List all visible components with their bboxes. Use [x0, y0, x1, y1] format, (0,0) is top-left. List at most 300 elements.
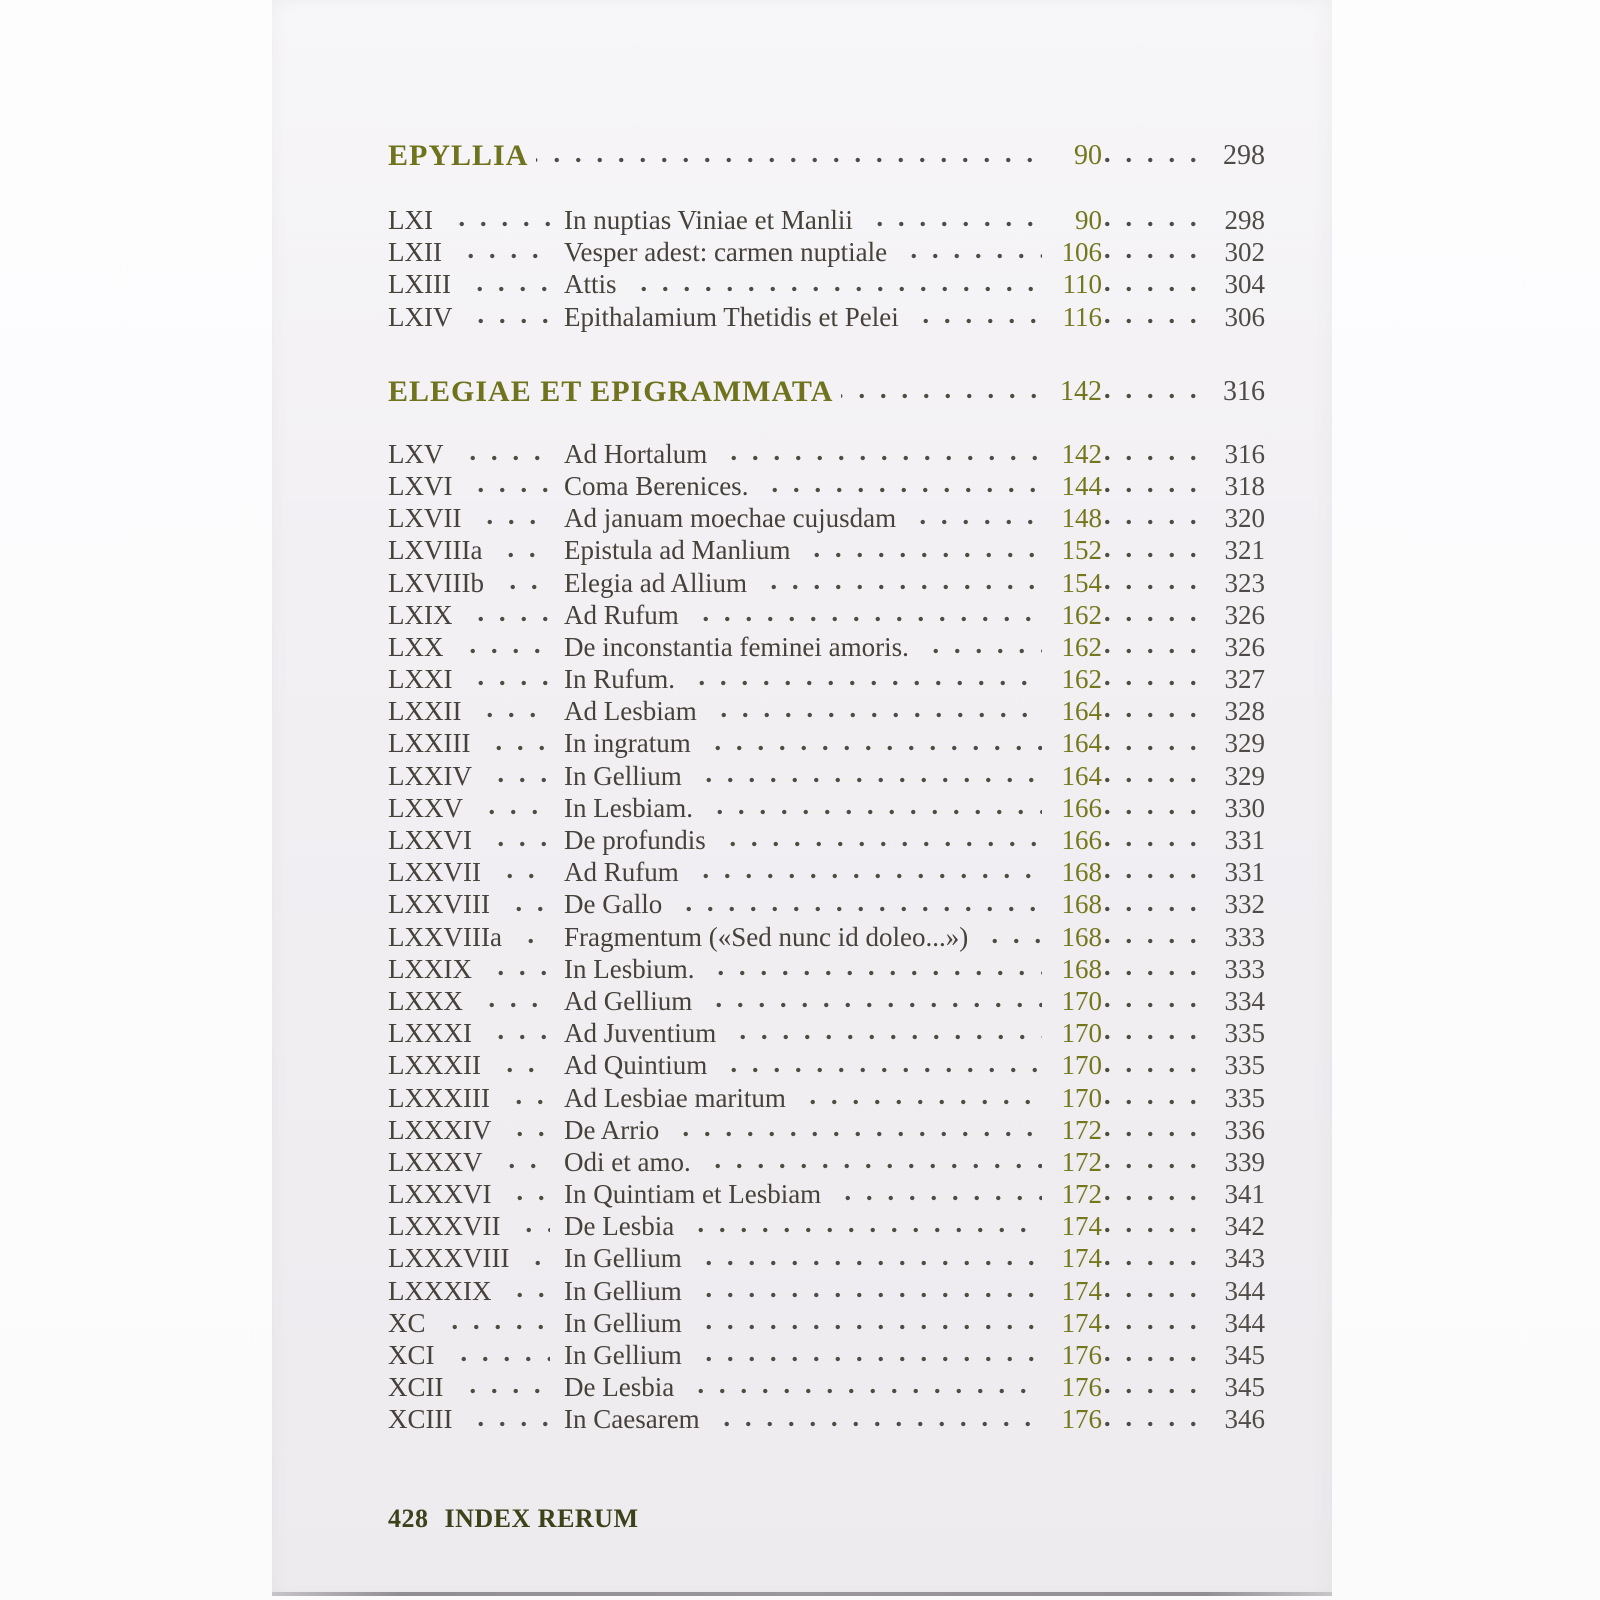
poem-number-cell	[388, 1178, 564, 1210]
dot-leader	[454, 1371, 551, 1403]
dot-leader	[690, 1275, 1042, 1307]
index-page-number: 333	[1224, 953, 1265, 984]
dot-leader	[724, 1017, 1042, 1049]
poem-roman-numeral: LXVIIIa	[388, 535, 483, 566]
poem-title: In Gellium	[564, 760, 682, 791]
poem-title: Ad Rufum	[564, 857, 679, 888]
dot-leader	[1102, 236, 1199, 268]
latin-page-number: 168	[1061, 889, 1102, 920]
dot-leader	[699, 1146, 1042, 1178]
poem-number-cell	[388, 599, 564, 631]
poem-roman-numeral: LXXX	[388, 985, 463, 1016]
dot-leader	[492, 534, 550, 566]
dot-leader	[682, 1371, 1042, 1403]
dot-leader	[462, 1403, 550, 1435]
toc-row	[388, 1371, 1265, 1403]
toc-row	[388, 1082, 1265, 1114]
latin-page-number: 142	[1061, 438, 1102, 469]
poem-title: Ad Lesbiae maritum	[564, 1082, 786, 1113]
dot-leader	[519, 1242, 550, 1274]
poem-number-cell	[388, 1275, 564, 1307]
dot-leader	[452, 236, 550, 268]
index-page-number: 326	[1224, 631, 1265, 662]
toc-row	[388, 236, 1265, 268]
poem-roman-numeral: LXXVIIIa	[388, 921, 502, 952]
poem-number-cell	[388, 856, 564, 888]
dot-leader	[705, 695, 1042, 727]
poem-roman-numeral: LXVI	[388, 470, 453, 501]
poem-roman-numeral: LXXI	[388, 664, 453, 695]
poem-roman-numeral: LXXXV	[388, 1146, 483, 1177]
dot-leader	[1102, 727, 1199, 759]
index-page-number: 331	[1224, 825, 1265, 855]
dot-leader	[670, 888, 1042, 920]
poem-number-cell	[388, 204, 564, 236]
dot-leader	[1102, 631, 1199, 663]
poem-title: In Rufum.	[564, 664, 675, 695]
poem-roman-numeral: LXXXIII	[388, 1082, 490, 1113]
toc-row	[388, 824, 1265, 856]
dot-leader	[1102, 856, 1199, 888]
dot-leader	[625, 268, 1042, 300]
latin-page-number: 170	[1061, 985, 1102, 1016]
dot-leader	[904, 502, 1042, 534]
index-page-number: 329	[1224, 760, 1265, 791]
poem-roman-numeral: LXXVIII	[388, 889, 490, 920]
dot-leader	[1102, 953, 1199, 985]
index-page-number: 344	[1224, 1307, 1265, 1338]
dot-leader	[480, 727, 550, 759]
toc-row	[388, 1114, 1265, 1146]
dot-leader	[454, 631, 551, 663]
dot-leader	[699, 727, 1042, 759]
poem-title: Ad januam moechae cujusdam	[564, 503, 897, 534]
index-page-number: 341	[1224, 1179, 1265, 1210]
poem-title: In Gellium	[564, 1275, 682, 1306]
latin-page-number: 176	[1061, 1340, 1102, 1370]
index-page-number: 323	[1224, 567, 1265, 598]
index-page-number: 333	[1224, 921, 1265, 952]
poem-number-cell	[388, 695, 564, 727]
dot-leader	[1102, 599, 1199, 631]
toc-row	[388, 1242, 1265, 1274]
index-page-number: 345	[1224, 1340, 1265, 1370]
toc-content	[388, 138, 1265, 1436]
toc-row	[388, 985, 1265, 1017]
dot-leader	[683, 663, 1042, 695]
poem-title: Ad Lesbiam	[564, 696, 697, 727]
toc-row	[388, 301, 1265, 333]
index-page-number: 335	[1224, 1050, 1265, 1081]
poem-roman-numeral: LXXXIX	[388, 1275, 492, 1306]
dot-leader	[1102, 760, 1199, 792]
latin-page-number: 176	[1061, 1404, 1102, 1435]
toc-row	[388, 1403, 1265, 1435]
index-page-number: 298	[1223, 140, 1265, 171]
dot-leader	[1102, 792, 1199, 824]
dot-leader	[861, 204, 1042, 236]
poem-title: De inconstantia feminei amoris.	[564, 631, 909, 662]
toc-row	[388, 663, 1265, 695]
dot-leader	[687, 599, 1042, 631]
dot-leader	[756, 470, 1042, 502]
latin-page-number: 176	[1061, 1372, 1102, 1403]
poem-number-cell	[388, 824, 564, 856]
poem-title: In Gellium	[564, 1243, 682, 1274]
dot-leader	[473, 985, 550, 1017]
index-page-number: 316	[1223, 375, 1265, 407]
toc-row	[388, 631, 1265, 663]
dot-leader	[1102, 1017, 1199, 1049]
poem-roman-numeral: LXIX	[388, 599, 453, 630]
dot-leader	[1102, 888, 1199, 920]
dot-leader	[702, 953, 1042, 985]
toc-row	[388, 567, 1265, 599]
dot-leader	[755, 567, 1042, 599]
poem-title: Ad Juventium	[564, 1018, 717, 1049]
poem-number-cell	[388, 631, 564, 663]
toc-row	[388, 1275, 1265, 1307]
dot-leader	[536, 138, 1042, 174]
dot-leader	[690, 1339, 1042, 1371]
poem-roman-numeral: LXXII	[388, 696, 462, 727]
dot-leader	[715, 438, 1042, 470]
toc-row	[388, 204, 1265, 236]
latin-page-number: 144	[1061, 470, 1102, 501]
latin-page-number: 172	[1061, 1146, 1102, 1177]
toc-row	[388, 502, 1265, 534]
footer-page-number: 428	[388, 1504, 429, 1533]
index-page-number: 328	[1224, 696, 1265, 727]
dot-leader	[482, 953, 550, 985]
index-page-number: 332	[1224, 889, 1265, 920]
poem-title: Ad Quintium	[564, 1050, 708, 1081]
poem-title: De Arrio	[564, 1114, 660, 1145]
dot-leader	[1102, 1114, 1199, 1146]
section-heading-row	[388, 138, 1265, 174]
dot-leader	[708, 1403, 1042, 1435]
dot-leader	[512, 921, 550, 953]
dot-leader	[1102, 1339, 1199, 1371]
poem-number-cell	[388, 953, 564, 985]
latin-page-number: 172	[1061, 1114, 1102, 1145]
toc-row	[388, 1049, 1265, 1081]
dot-leader	[976, 921, 1042, 953]
poem-title: Epistula ad Manlium	[564, 535, 791, 566]
poem-roman-numeral: LXXXII	[388, 1050, 481, 1081]
index-page-number: 306	[1224, 301, 1265, 332]
toc-row	[388, 1017, 1265, 1049]
dot-leader	[473, 792, 550, 824]
dot-leader	[1102, 268, 1199, 300]
poem-roman-numeral: LXII	[388, 237, 442, 268]
poem-number-cell	[388, 1339, 564, 1371]
poem-title: Coma Berenices.	[564, 470, 749, 501]
poem-roman-numeral: LXXIII	[388, 728, 471, 759]
poem-title: De Lesbia	[564, 1211, 675, 1242]
index-page-number: 335	[1224, 1018, 1265, 1049]
dot-leader	[1102, 502, 1199, 534]
poem-roman-numeral: LXX	[388, 631, 444, 662]
dot-leader	[1102, 1403, 1199, 1435]
index-page-number: 334	[1224, 985, 1265, 1016]
latin-page-number: 110	[1062, 269, 1102, 300]
index-page-number: 327	[1224, 664, 1265, 695]
dot-leader	[1102, 138, 1199, 174]
dot-leader	[1102, 438, 1199, 470]
poem-title: In Lesbium.	[564, 953, 695, 984]
dot-leader	[443, 204, 550, 236]
latin-page-number: 166	[1061, 792, 1102, 823]
latin-page-number: 148	[1061, 503, 1102, 534]
poem-title: In Lesbiam.	[564, 792, 693, 823]
dot-leader	[461, 268, 550, 300]
latin-page-number: 170	[1061, 1082, 1102, 1113]
poem-roman-numeral: XCIII	[388, 1404, 453, 1435]
poem-roman-numeral: LXXXVI	[388, 1179, 492, 1210]
dot-leader	[700, 985, 1042, 1017]
dot-leader	[471, 695, 550, 727]
dot-leader	[1102, 1371, 1199, 1403]
poem-roman-numeral: LXVIIIb	[388, 567, 484, 598]
index-page-number: 326	[1224, 599, 1265, 630]
poem-number-cell	[388, 921, 564, 953]
index-page-number: 330	[1224, 792, 1265, 823]
index-page-number: 329	[1224, 728, 1265, 759]
dot-leader	[491, 856, 550, 888]
dot-leader	[1102, 1242, 1199, 1274]
poem-roman-numeral: LXXXVII	[388, 1211, 501, 1242]
dot-leader	[510, 1210, 550, 1242]
index-page-number: 342	[1224, 1211, 1265, 1242]
poem-roman-numeral: LXXIX	[388, 953, 472, 984]
dot-leader	[895, 236, 1042, 268]
dot-leader	[690, 760, 1042, 792]
latin-page-number: 174	[1061, 1307, 1102, 1338]
poem-number-cell	[388, 567, 564, 599]
poem-number-cell	[388, 268, 564, 300]
poem-number-cell	[388, 1049, 564, 1081]
index-page-number: 345	[1224, 1372, 1265, 1403]
poem-title: Elegia ad Allium	[564, 567, 747, 598]
poem-roman-numeral: LXXXI	[388, 1018, 472, 1049]
toc-row	[388, 1146, 1265, 1178]
poem-title: Attis	[564, 269, 617, 300]
poem-roman-numeral: LXXXVIII	[388, 1243, 510, 1274]
index-page-number: 321	[1224, 535, 1265, 566]
dot-leader	[493, 1146, 551, 1178]
poem-number-cell	[388, 470, 564, 502]
poem-roman-numeral: LXIV	[388, 301, 453, 332]
poem-roman-numeral: LXV	[388, 438, 444, 469]
dot-leader	[501, 1275, 550, 1307]
dot-leader	[1102, 1275, 1199, 1307]
section-heading: EPYLLIA	[388, 139, 529, 172]
poem-title: Ad Gellium	[564, 985, 693, 1016]
poem-number-cell	[388, 663, 564, 695]
poem-roman-numeral: LXI	[388, 205, 433, 235]
poem-number-cell	[388, 1371, 564, 1403]
dot-leader	[1102, 1146, 1199, 1178]
latin-page-number: 142	[1060, 375, 1102, 407]
poem-title: In Quintiam et Lesbiam	[564, 1179, 822, 1210]
latin-page-number: 90	[1074, 140, 1102, 171]
dot-leader	[1102, 534, 1199, 566]
toc-row	[388, 1339, 1265, 1371]
dot-leader	[1102, 1307, 1199, 1339]
dot-leader	[500, 888, 550, 920]
poem-roman-numeral: LXXIV	[388, 760, 472, 791]
dot-leader	[798, 534, 1042, 566]
dot-leader	[462, 663, 550, 695]
index-page-number: 331	[1224, 857, 1265, 888]
toc-row	[388, 888, 1265, 920]
latin-page-number: 90	[1075, 205, 1102, 235]
poem-title: Ad Rufum	[564, 599, 679, 630]
latin-page-number: 162	[1061, 664, 1102, 695]
latin-page-number: 106	[1061, 237, 1102, 268]
latin-page-number: 174	[1061, 1275, 1102, 1306]
dot-leader	[436, 1307, 550, 1339]
section-heading: ELEGIAE ET EPIGRAMMATA	[388, 374, 834, 408]
poem-title: In Caesarem	[564, 1404, 700, 1435]
dot-leader	[1102, 1049, 1199, 1081]
poem-roman-numeral: LXXVI	[388, 825, 472, 855]
latin-page-number: 152	[1061, 535, 1102, 566]
poem-title: De Gallo	[564, 889, 663, 920]
index-page-number: 320	[1224, 503, 1265, 534]
toc-row	[388, 727, 1265, 759]
poem-title: De profundis	[564, 825, 706, 855]
dot-leader	[445, 1339, 551, 1371]
index-page-number: 335	[1224, 1082, 1265, 1113]
toc-row	[388, 953, 1265, 985]
dot-leader	[482, 824, 550, 856]
latin-page-number: 154	[1061, 567, 1102, 598]
dot-leader	[1102, 470, 1199, 502]
poem-roman-numeral: LXXV	[388, 792, 463, 823]
latin-page-number: 172	[1061, 1179, 1102, 1210]
index-page-number: 316	[1224, 438, 1265, 469]
dot-leader	[690, 1242, 1042, 1274]
dot-leader	[794, 1082, 1042, 1114]
poem-roman-numeral: LXVII	[388, 503, 462, 534]
poem-number-cell	[388, 502, 564, 534]
dot-leader	[471, 502, 550, 534]
poem-number-cell	[388, 301, 564, 333]
index-page-number: 346	[1224, 1404, 1265, 1435]
toc-row	[388, 921, 1265, 953]
toc-row	[388, 695, 1265, 727]
latin-page-number: 168	[1061, 921, 1102, 952]
toc-row	[388, 760, 1265, 792]
dot-leader	[501, 1178, 550, 1210]
toc-row	[388, 1178, 1265, 1210]
dot-leader	[1102, 301, 1199, 333]
latin-page-number: 174	[1061, 1243, 1102, 1274]
poem-title: Odi et amo.	[564, 1146, 691, 1177]
poem-roman-numeral: XCII	[388, 1372, 444, 1403]
dot-leader	[1102, 1082, 1199, 1114]
index-page-number: 344	[1224, 1275, 1265, 1306]
latin-page-number: 164	[1061, 760, 1102, 791]
index-page-number: 318	[1224, 470, 1265, 501]
poem-number-cell	[388, 534, 564, 566]
latin-page-number: 174	[1061, 1211, 1102, 1242]
dot-leader	[841, 374, 1042, 410]
poem-title: Epithalamium Thetidis et Pelei	[564, 301, 899, 332]
dot-leader	[491, 1049, 550, 1081]
index-page-number: 304	[1224, 269, 1265, 300]
dot-leader	[500, 1082, 550, 1114]
toc-row	[388, 599, 1265, 631]
index-page-number: 302	[1224, 237, 1265, 268]
dot-leader	[1102, 1178, 1199, 1210]
dot-leader	[682, 1210, 1042, 1242]
poem-number-cell	[388, 727, 564, 759]
index-page-number: 298	[1224, 205, 1265, 235]
section-heading-row	[388, 374, 1265, 410]
dot-leader	[1102, 824, 1199, 856]
latin-page-number: 168	[1061, 857, 1102, 888]
poem-title: In ingratum	[564, 728, 691, 759]
poem-number-cell	[388, 985, 564, 1017]
dot-leader	[1102, 921, 1199, 953]
latin-page-number: 162	[1061, 599, 1102, 630]
latin-page-number: 170	[1061, 1018, 1102, 1049]
poem-roman-numeral: XCI	[388, 1340, 435, 1370]
poem-number-cell	[388, 888, 564, 920]
poem-roman-numeral: XC	[388, 1307, 426, 1338]
poem-number-cell	[388, 760, 564, 792]
dot-leader	[482, 760, 550, 792]
dot-leader	[1102, 663, 1199, 695]
toc-row	[388, 1210, 1265, 1242]
poem-roman-numeral: LXXXIV	[388, 1114, 492, 1145]
poem-number-cell	[388, 792, 564, 824]
dot-leader	[690, 1307, 1042, 1339]
latin-page-number: 164	[1061, 696, 1102, 727]
toc-row	[388, 1307, 1265, 1339]
poem-roman-numeral: LXIII	[388, 269, 451, 300]
footer-label: INDEX RERUM	[444, 1504, 639, 1533]
poem-title: In nuptias Viniae et Manlii	[564, 205, 853, 235]
poem-number-cell	[388, 1146, 564, 1178]
dot-leader	[462, 470, 550, 502]
dot-leader	[1102, 985, 1199, 1017]
latin-page-number: 168	[1061, 953, 1102, 984]
latin-page-number: 164	[1061, 728, 1102, 759]
poem-number-cell	[388, 1307, 564, 1339]
toc-row	[388, 792, 1265, 824]
toc-row	[388, 438, 1265, 470]
index-page-number: 343	[1224, 1243, 1265, 1274]
index-page-number: 339	[1224, 1146, 1265, 1177]
poem-number-cell	[388, 1242, 564, 1274]
poem-title: Fragmentum («Sed nunc id doleo...»)	[564, 921, 969, 952]
poem-title: Vesper adest: carmen nuptiale	[564, 237, 888, 268]
dot-leader	[1102, 374, 1199, 410]
dot-leader	[1102, 695, 1199, 727]
latin-page-number: 170	[1061, 1050, 1102, 1081]
dot-leader	[715, 1049, 1042, 1081]
poem-title: De Lesbia	[564, 1372, 675, 1403]
poem-number-cell	[388, 1403, 564, 1435]
poem-number-cell	[388, 1082, 564, 1114]
poem-number-cell	[388, 236, 564, 268]
dot-leader	[714, 824, 1042, 856]
dot-leader	[482, 1017, 550, 1049]
